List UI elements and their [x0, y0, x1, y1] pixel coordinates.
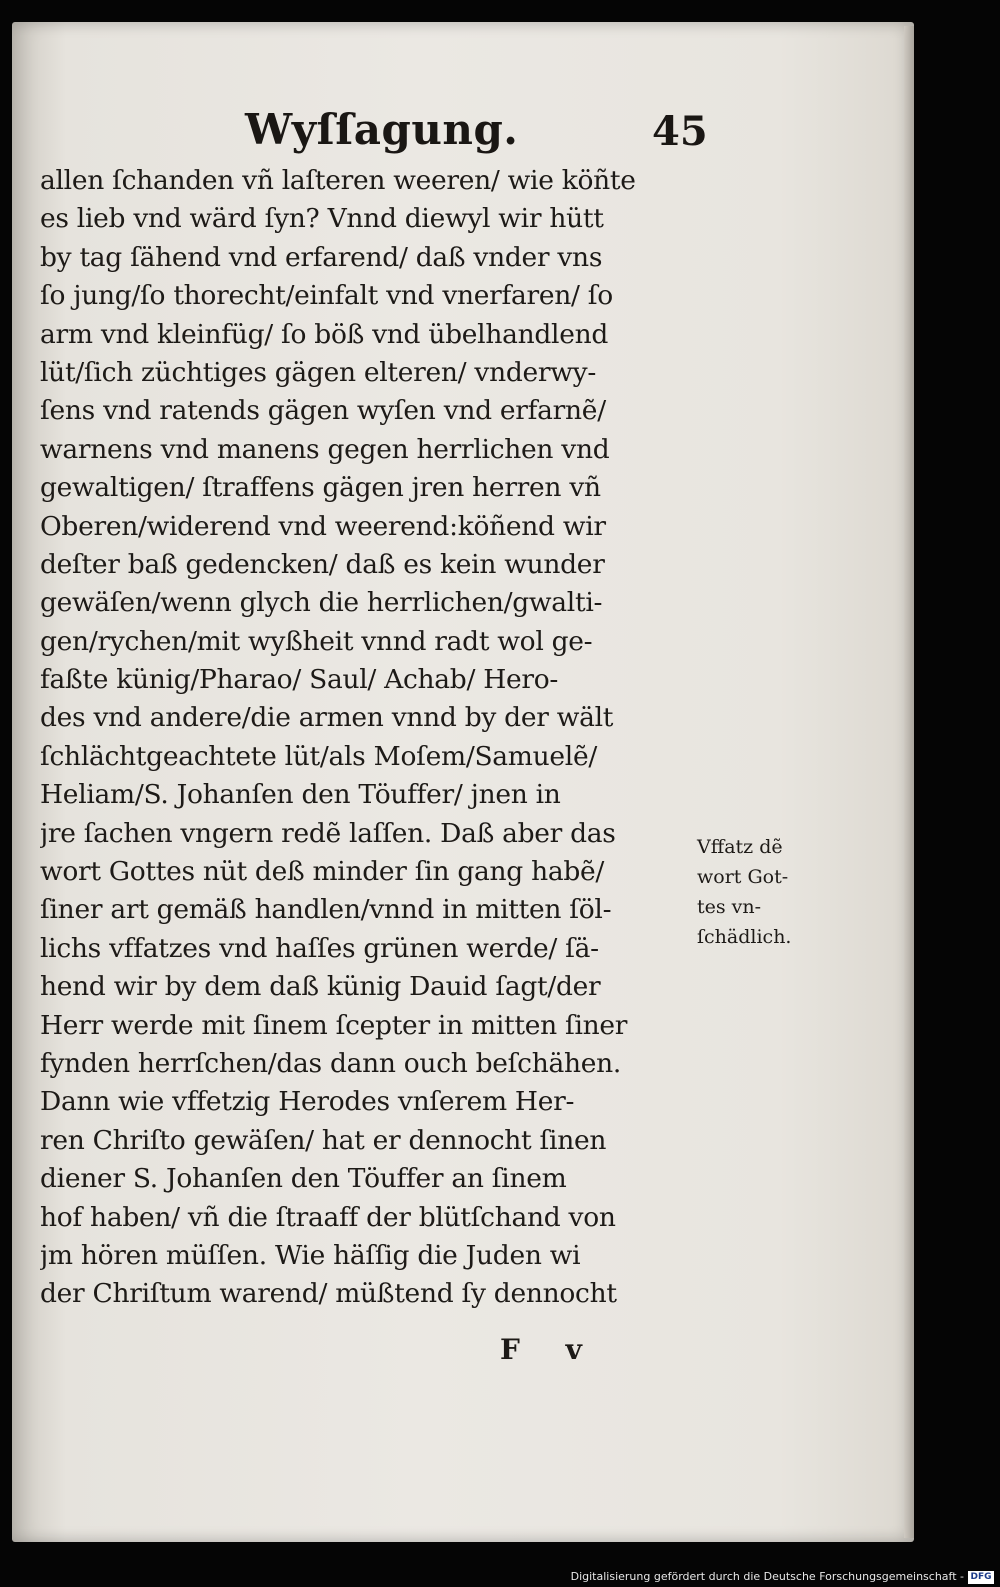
text-line: hend wir by dem daß künig Dauid ſagt/der: [40, 971, 601, 1003]
page-number: 45: [652, 108, 708, 155]
text-line: arm vnd kleinfüg/ ſo böß vnd übelhandlend: [40, 318, 609, 350]
text-line: der Chriſtum warend/ müßtend ſy dennocht: [40, 1278, 617, 1310]
marginal-note: [697, 832, 791, 952]
text-line: gen/rychen/mit wyßheit vnnd radt wol ge-: [40, 625, 593, 657]
text-line: diener S. Johanſen den Töuffer an ſinem: [40, 1163, 567, 1195]
text-line: Oberen/widerend vnd weerend:köñend wir: [40, 510, 606, 542]
text-line: ſens vnd ratends gägen wyſen vnd erfarnẽ/: [40, 395, 606, 427]
text-line: fynden herrſchen/das dann ouch beſchähen.: [40, 1047, 622, 1079]
text-line: ſiner art gemäß handlen/vnnd in mitten ſöl-: [40, 894, 612, 926]
page-edge: [904, 26, 914, 1538]
text-line: deſter baß gedencken/ daß es kein wunder: [40, 548, 605, 580]
marginal-note-line: ſchädlich.: [697, 926, 792, 948]
text-line: gewäſen/wenn glych die herrlichen/gwalti-: [40, 587, 603, 619]
text-line: ren Chriſto gewäſen/ hat er dennocht ſinen: [40, 1124, 607, 1156]
text-line: ſo jung/ſo thorecht/einfalt vnd vnerfaren/ ſo: [40, 280, 613, 312]
text-line: gewaltigen/ ſtraffens gägen jren herren vñ: [40, 472, 601, 504]
text-line: hof haben/ vñ die ſtraaff der blütſchand von: [40, 1201, 616, 1233]
text-line: jre ſachen vngern redẽ laſſen. Daß aber das: [40, 817, 616, 849]
text-line: Herr werde mit ſinem ſcepter in mitten ſiner: [40, 1009, 628, 1041]
text-line: ſchlächtgeachtete lüt/als Moſem/Samuelẽ/: [40, 740, 597, 772]
signature-mark: F v: [500, 1333, 600, 1366]
text-line: warnens vnd manens gegen herrlichen vnd: [40, 433, 610, 465]
running-head: Wyſſagung.: [245, 105, 519, 154]
text-line: jm hören müſſen. Wie häſſig die Juden wi: [40, 1239, 581, 1271]
digitization-credit: Digitalisierung gefördert durch die Deutsche Forschungsgemeinschaft -: [570, 1570, 964, 1583]
text-line: faßte künig/Pharao/ Saul/ Achab/ Hero-: [40, 664, 559, 696]
text-line: by tag ſähend vnd erfarend/ daß vnder vns: [40, 241, 603, 273]
body-text: [40, 162, 700, 1314]
text-line: Heliam/S. Johanſen den Töuffer/ jnen in: [40, 779, 561, 811]
marginal-note-line: tes vn-: [697, 896, 762, 918]
text-line: des vnd andere/die armen vnnd by der wält: [40, 702, 614, 734]
marginal-note-line: Vffatz dẽ: [697, 836, 783, 858]
text-line: lüt/ſich züchtiges gägen elteren/ vnderwy-: [40, 356, 596, 388]
text-line: wort Gottes nüt deß minder ſin gang habẽ/: [40, 856, 605, 888]
text-line: Dann wie vffetzig Herodes vnſerem Her-: [40, 1086, 575, 1118]
text-line: lichs vffatzes vnd haſſes grünen werde/ ſä-: [40, 932, 599, 964]
text-line: allen ſchanden vñ laſteren weeren/ wie köñte: [40, 165, 636, 196]
marginal-note-line: wort Got-: [697, 866, 789, 888]
dfg-logo: DFG: [968, 1571, 994, 1584]
text-line: es lieb vnd wärd ſyn? Vnnd diewyl wir hütt: [40, 203, 604, 235]
